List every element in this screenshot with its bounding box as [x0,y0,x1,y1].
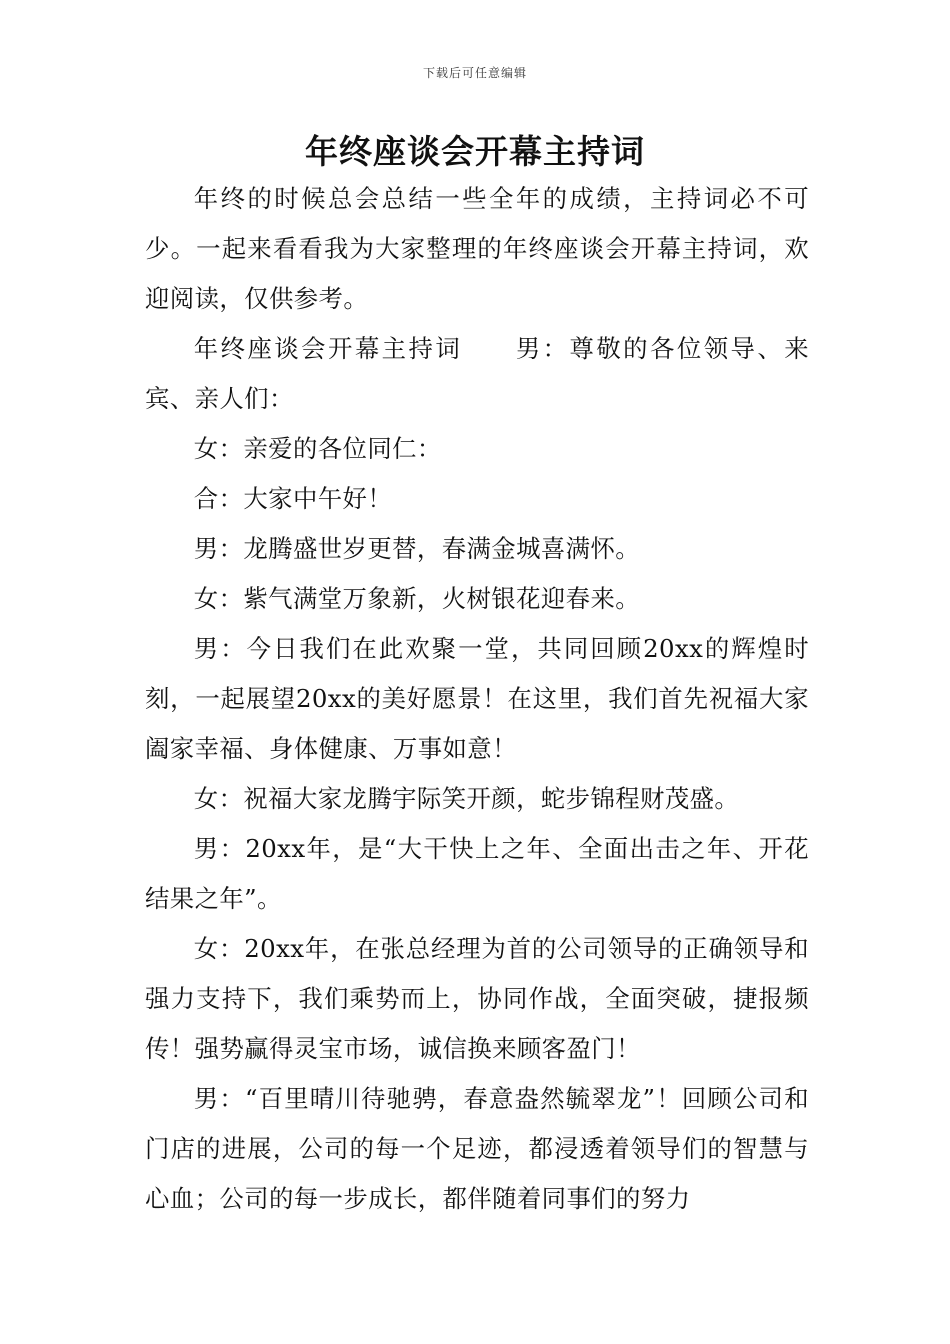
paragraph-joint-greeting: 合：大家中午好！ [193,484,393,513]
paragraph-opening-address: 年终座谈会开幕主持词 男：尊敬的各位领导、来宾、亲人们： [145,334,809,413]
paragraph-female-achievements: 女：20xx年，在张总经理为首的公司领导的正确领导和强力支持下，我们乘势而上，协同作战，全面突破，捷报频传！强势赢得灵宝市场，诚信换来顾客盈门！ [145,934,809,1063]
paragraph-female-blessing: 女：祝福大家龙腾宇际笑开颜，蛇步锦程财茂盛。 [193,784,740,813]
paragraph-female-greeting: 女：亲爱的各位同仁： [193,434,442,463]
paragraph-female-couplet: 女：紫气满堂万象新，火树银花迎春来。 [193,584,641,613]
paragraph-male-couplet: 男：龙腾盛世岁更替，春满金城喜满怀。 [193,534,641,563]
document-body [145,174,809,1224]
paragraph-male-retrospective: 男：“百里晴川待驰骋，春意盎然毓翠龙”！回顾公司和门店的进展，公司的每一个足迹，都浸透着领导们的智慧与心血；公司的每一步成长，都伴随着同事们的努力 [145,1084,809,1213]
paragraph-intro: 年终的时候总会总结一些全年的成绩，主持词必不可少。一起来看看我为大家整理的年终座谈会开幕主持词，欢迎阅读，仅供参考。 [145,184,809,313]
header-note: 下载后可任意编辑 [422,66,527,80]
paragraph-male-review: 男：今日我们在此欢聚一堂，共同回顾20xx的辉煌时刻，一起展望20xx的美好愿景！在这里，我们首先祝福大家阖家幸福、身体健康、万事如意！ [145,634,809,763]
document-title: 年终座谈会开幕主持词 [305,132,645,171]
paragraph-male-year-theme: 男：20xx年，是“大干快上之年、全面出击之年、开花结果之年”。 [145,834,809,913]
